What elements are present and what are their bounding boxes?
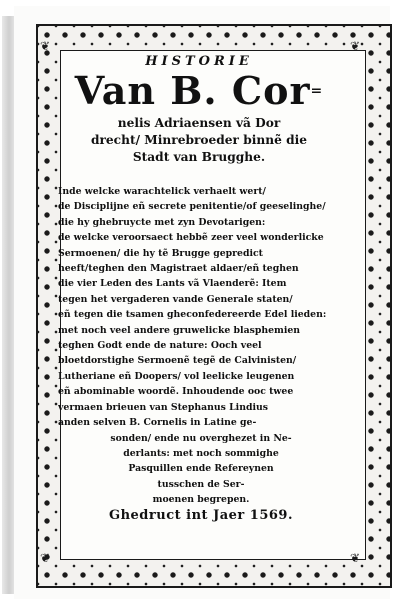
body-line: vermaen brieuen van Stephanus Lindius — [58, 401, 268, 413]
body-line: sonden/ ende nu overghezet in Ne- — [110, 432, 292, 444]
body-line: Sermoenen/ die hy tẽ Brugge gepredict — [58, 247, 263, 259]
subtitle-line-3: Stadt van Brugghe. — [132, 150, 266, 164]
body-line: Pasquillen ende Refereynen — [128, 463, 274, 475]
body-line: heeft/teghen den Magistraet aldaer/eñ teghen — [58, 263, 299, 275]
body-line: bloetdorstighe Sermoenẽ tegẽ de Calvinisten/ — [58, 355, 297, 367]
body-line: de welcke veroorsaect hebbẽ zeer veel wonderlicke — [58, 232, 324, 244]
heading: HISTORIE — [145, 54, 253, 69]
body-line: tegen het vergaderen vande Generale staten/ — [58, 293, 293, 305]
body-text — [58, 184, 344, 508]
subtitle-line-1: nelis Adriaensen vã Dor — [117, 116, 281, 130]
title-large-text: Van B. Cor — [74, 68, 311, 113]
body-line: moenen begrepen. — [152, 494, 250, 506]
body-line: derlants: met noch sommighe — [123, 447, 279, 459]
body-line: met noch veel andere gruwelicke blasphemien — [58, 324, 301, 336]
body-line: Lutheriane eñ Doopers/ vol leelicke leugenen — [58, 370, 295, 382]
fleuron-icon: ❦ — [40, 39, 51, 53]
body-line: die hy ghebruycte met zyn Devotarigen: — [58, 216, 266, 228]
fleuron-icon: ❦ — [350, 551, 361, 565]
body-line: Inde welcke warachtelick verhaelt wert/ — [58, 186, 266, 197]
body-line: anden selven B. Cornelis in Latine ge- — [58, 417, 257, 429]
body-line: tusschen de Ser- — [157, 478, 245, 490]
body-line: die vier Leden des Lants vã Vlaenderẽ: Item — [58, 278, 287, 290]
title-hyphen: = — [310, 83, 324, 99]
body-line: teghen Godt ende de nature: Ooch veel — [58, 340, 262, 352]
subtitle-line-2: drecht/ Minrebroeder binnẽ die — [90, 133, 307, 147]
fleuron-icon: ❦ — [40, 551, 51, 565]
body-line: eñ tegen die tsamen gheconfedereerde Edel lieden: — [58, 309, 327, 321]
colophon: Ghedruct int Jaer 1569. — [108, 508, 293, 523]
body-line: de Disciplijne eñ secrete penitentie/of geeselinghe/ — [58, 201, 326, 213]
title-block — [56, 52, 342, 166]
body-line: eñ abominable woordẽ. Inhoudende ooc twee — [58, 386, 294, 398]
title-large — [56, 68, 342, 113]
fleuron-icon: ❦ — [350, 39, 361, 53]
